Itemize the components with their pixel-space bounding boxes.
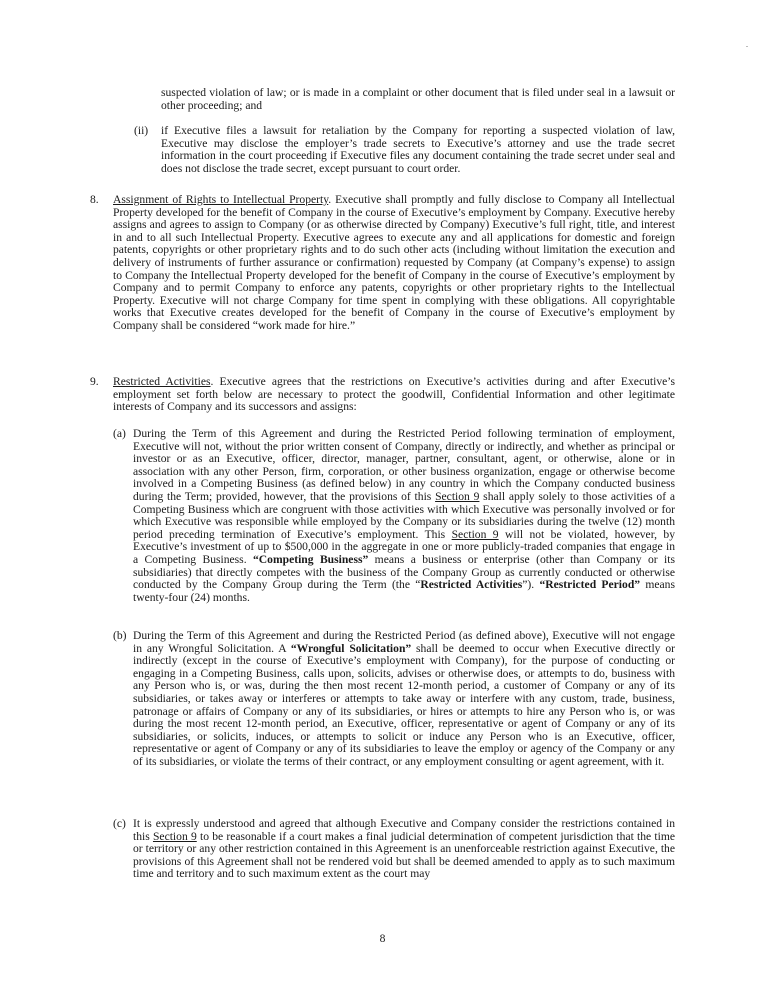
clause-b-number: (b) xyxy=(113,629,127,642)
clause-i-text: suspected violation of law; or is made in a complaint or other document that is filed under seal in a lawsuit or other proceeding; and xyxy=(161,86,675,112)
clause-c-section-ref: Section 9 xyxy=(152,829,197,843)
section-8-heading: Assignment of Rights to Intellectual Property xyxy=(113,193,329,206)
clause-a-number: (a) xyxy=(113,427,126,440)
clause-a-text-5: ”). xyxy=(522,578,540,592)
clause-b xyxy=(133,630,675,769)
section-8 xyxy=(113,194,675,333)
term-wrongful-solicitation: “Wrongful Solicitation” xyxy=(290,641,412,655)
clause-c-text-1: It is expressly understood and agreed that although Executive and Company consider the restrictions contained in this xyxy=(133,817,675,843)
term-restricted-activities: Restricted Activities xyxy=(420,578,523,592)
clause-a-text-2: shall apply solely to those activities of a Competing Business which are congruent with those activities with which Executive was personally involved or for which Executive was responsible while employed by the Company or its subsidiaries during the twelve (12) month period preceding termination of Executive’s employment. This xyxy=(133,489,675,541)
clause-a-section-ref-1: Section 9 xyxy=(435,489,480,503)
clause-ii-number: (ii) xyxy=(134,124,149,137)
section-8-number: 8. xyxy=(90,193,99,206)
clause-b-text-1: During the Term of this Agreement and during the Restricted Period (as defined above), Executive will not engage in any Wrongful Solicitation. A xyxy=(133,629,675,655)
section-9-number: 9. xyxy=(90,375,99,388)
clause-a-text-4: means a business or enterprise (other than Company or its subsidiaries) that directly competes with the business of the Company Group as currently conducted or otherwise conducted by the Company Group during the Term (the “ xyxy=(133,552,676,592)
clause-ii xyxy=(161,125,675,175)
clause-c-number: (c) xyxy=(113,817,126,830)
section-9-heading: Restricted Activities xyxy=(113,375,211,388)
term-competing-business: “Competing Business” xyxy=(253,552,369,566)
scan-artifact xyxy=(746,46,748,47)
clause-a xyxy=(133,428,675,604)
clause-a-section-ref-2: Section 9 xyxy=(451,527,499,541)
clause-a-text-6: means twenty-four (24) months. xyxy=(133,578,675,604)
section-8-text: . Executive shall promptly and fully disclose to Company all Intellectual Property developed for the benefit of Company in the course of Executive’s employment by Company. Executive hereby assigns and agrees to assign to Company (or as otherwise directed by Company) Executive’s full right, title, and interest in and to all such Intellectual Property. Executive agrees to execute any and all applications for domestic and foreign patents, copyrights or other proprietary rights and to do such other acts (including without limitation the execution and delivery of instruments of further assurance or confirmation) requested by Company (at Company’s expense) to assign to Company the Intellectual Property developed for the benefit of Company in the course of Executive’s employment by Company and to permit Company to enforce any patents, copyrights or other proprietary rights to the Intellectual Property. Executive will not charge Company for time spent in complying with these obligations. All copyrightable works that Executive creates developed for the benefit of Company in the course of Executive’s employment by Company shall be considered “work made for hire.” xyxy=(113,193,675,332)
clause-b-text-2: shall be deemed to occur when Executive directly or indirectly (except in the course of Executive’s employment with Company), for the purpose of conducting or engaging in a Competing Business, calls upon, solicits, advises or otherwise does, or attempts to do, business with any Person who is, or was, during the then most recent 12-month period, a customer of Company or any of its subsidiaries, or takes away or interferes or attempts to take away or interfere with any custom, trade, business, patronage or affairs of Company or any of its subsidiaries, or hires or attempts to hire any Person who is, or was during the most recent 12-month period, an Executive, officer, representative or agent of Company or any of its subsidiaries, or solicits, induces, or attempts to solicit or induce any Person who is an Executive, officer, representative or agent of Company or any of its subsidiaries to leave the employ or agency of the Company or any of its subsidiaries, or violate the terms of their contract, or any employment consulting or agent agreement, with it. xyxy=(133,641,675,768)
clause-ii-text: if Executive files a lawsuit for retaliation by the Company for reporting a suspected violation of law, Executive may disclose the employer’s trade secrets to Executive’s attorney and use the trade secret information in the court proceeding if Executive files any document containing the trade secret under seal and does not disclose the trade secret, except pursuant to court order. xyxy=(161,124,675,175)
clause-c-text-2: to be reasonable if a court makes a final judicial determination of competent jurisdiction that the time or territory or any other restriction contained in this Agreement is an unenforceable restriction against Executive, the provisions of this Agreement shall not be rendered void but shall be deemed amended to apply as to such maximum time and territory and to such maximum extent as the court may xyxy=(133,829,675,881)
clause-c xyxy=(133,818,675,881)
clause-i-continuation xyxy=(161,87,675,112)
term-restricted-period: “Restricted Period” xyxy=(539,578,641,592)
section-9 xyxy=(113,376,675,414)
page-number: 8 xyxy=(379,932,386,945)
section-9-text: . Executive agrees that the restrictions on Executive’s activities during and after Executive’s employment set forth below are necessary to protect the goodwill, Confidential Information and other legitimate interests of Company and its successors and assigns: xyxy=(113,375,676,414)
clause-a-text-1: During the Term of this Agreement and during the Restricted Period following termination of employment, Executive will not, without the prior written consent of Company, directly or indirectly, and whether as principal or investor or as an Executive, officer, director, manager, partner, consultant, agent, or otherwise, alone or in association with any other Person, firm, corporation, or other business organization, engage or otherwise become involved in a Competing Business (as defined below) in any country in which the Company conducted business during the Term; provided, however, that the provisions of this xyxy=(133,427,675,503)
clause-a-text-3: will not be violated, however, by Executive’s investment of up to $500,000 in the aggregate in one or more publicly-traded companies that engage in a Competing Business. xyxy=(133,527,675,566)
